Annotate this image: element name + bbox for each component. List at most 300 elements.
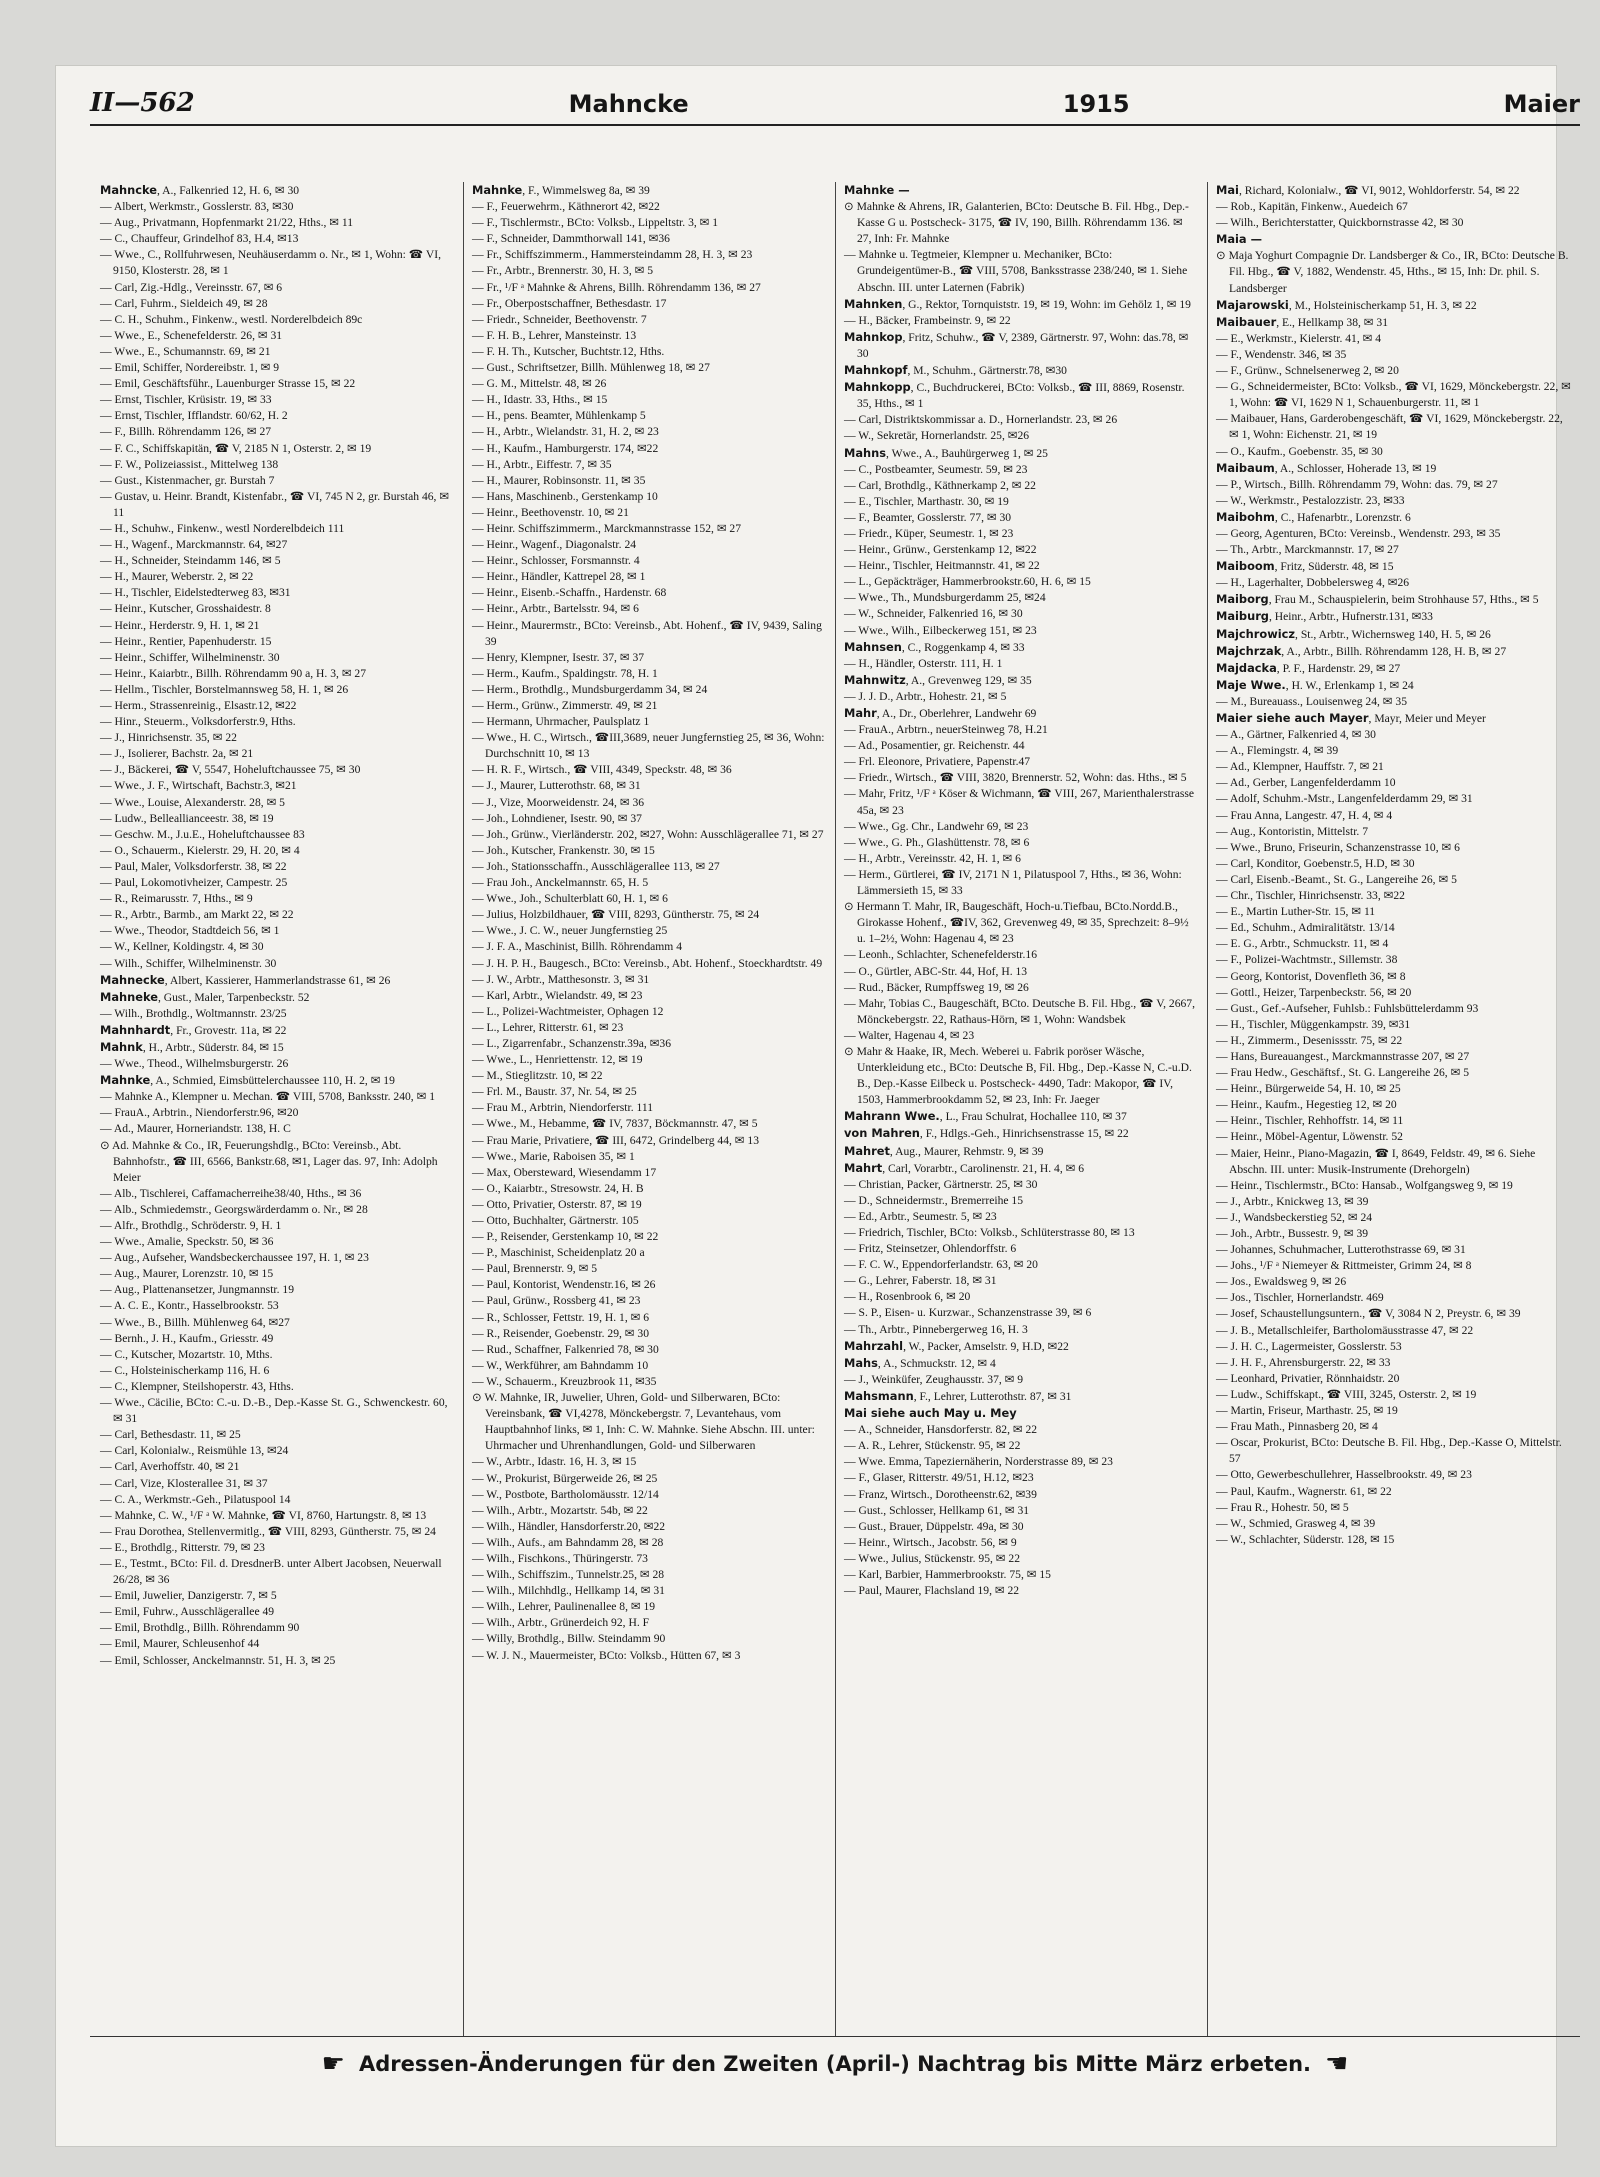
directory-entry: — C., Kutscher, Mozartstr. 10, Mths. bbox=[100, 1347, 273, 1361]
directory-entry: — Ad., Klempner, Hauffstr. 7, ✉ 21 bbox=[1216, 760, 1384, 774]
directory-entry: Mahnke, A., Schmied, Eimsbüttelerchaussee 110, H. 2, ✉ 19 bbox=[100, 1073, 395, 1088]
directory-entry: — Frau Dorothea, Stellenvermitlg., ☎ VIII, 8293, Güntherstr. 75, ✉ 24 bbox=[100, 1524, 436, 1538]
directory-entry: — Alb., Tischlerei, Caffamacherreihe38/40, Hths., ✉ 36 bbox=[100, 1186, 362, 1200]
directory-entry: — Emil, Brothdlg., Billh. Röhrendamm 90 bbox=[100, 1621, 300, 1635]
directory-entry: — J. W., Arbtr., Matthesonstr. 3, ✉ 31 bbox=[472, 972, 650, 986]
directory-entry: Maibohm, C., Hafenarbtr., Lorenzstr. 6 bbox=[1216, 509, 1411, 524]
directory-entry: — Georg, Agenturen, BCto: Vereinsb., Wendenstr. 293, ✉ 35 bbox=[1216, 526, 1501, 540]
directory-entry: Mahnke — bbox=[844, 183, 910, 197]
directory-entry: — E., Brothdlg., Ritterstr. 79, ✉ 23 bbox=[100, 1540, 265, 1554]
directory-entry: — H., Arbtr., Eiffestr. 7, ✉ 35 bbox=[472, 457, 612, 471]
directory-entry: — H., Lagerhalter, Dobbelersweg 4, ✉26 bbox=[1216, 576, 1410, 590]
directory-entry: — Mahr, Tobias C., Baugeschäft, BCto. Deutsche B. Fil. Hbg., ☎ V, 2667, Mönckebergstr. 22, Rathaus-Hörn, ✉ 1, Wohn: Wandsbek bbox=[844, 996, 1195, 1026]
directory-entry: — Heinr., Herderstr. 9, H. 1, ✉ 21 bbox=[100, 618, 260, 632]
directory-entry: — Gottl., Heizer, Tarpenbeckstr. 56, ✉ 20 bbox=[1216, 985, 1412, 999]
directory-entry: — Heinr. Schiffszimmerm., Marckmannstrasse 152, ✉ 27 bbox=[472, 521, 742, 535]
directory-entry: — Paul, Kontorist, Wendenstr.16, ✉ 26 bbox=[472, 1278, 656, 1292]
directory-entry: — Wilh., Berichterstatter, Quickbornstrasse 42, ✉ 30 bbox=[1216, 216, 1464, 230]
directory-entry: — Rud., Schaffner, Falkenried 78, ✉ 30 bbox=[472, 1342, 659, 1356]
directory-entry: — Bernh., J. H., Kaufm., Griesstr. 49 bbox=[100, 1331, 274, 1345]
directory-entry: — L., Polizei-Wachtmeister, Ophagen 12 bbox=[472, 1004, 664, 1018]
directory-entry: Mahneke, Gust., Maler, Tarpenbeckstr. 52 bbox=[100, 989, 310, 1004]
directory-entry: — Hermann, Uhrmacher, Paulsplatz 1 bbox=[472, 715, 650, 729]
directory-entry: — Wilh., Aufs., am Bahndamm 28, ✉ 28 bbox=[472, 1535, 664, 1549]
directory-entry: Maier siehe auch Mayer, Mayr, Meier und Meyer bbox=[1216, 711, 1486, 725]
directory-entry: — J. B., Metallschleifer, Bartholomäusstrasse 47, ✉ 22 bbox=[1216, 1323, 1474, 1337]
directory-entry: — F. W., Polizeiassist., Mittelweg 138 bbox=[100, 457, 279, 471]
directory-entry: — C. A., Werkmstr.-Geh., Pilatuspool 14 bbox=[100, 1492, 291, 1506]
directory-entry: — Heinr., Wagenf., Diagonalstr. 24 bbox=[472, 538, 637, 552]
directory-entry: — Heinr., Wirtsch., Jacobstr. 56, ✉ 9 bbox=[844, 1535, 1017, 1549]
directory-entry: — Otto, Privatier, Osterstr. 87, ✉ 19 bbox=[472, 1197, 642, 1211]
directory-entry: — R., Arbtr., Barmb., am Markt 22, ✉ 22 bbox=[100, 908, 294, 922]
directory-entry: — Heinr., Tischler, Heitmannstr. 41, ✉ 22 bbox=[844, 559, 1040, 573]
directory-entry: — Emil, Geschäftsführ., Lauenburger Strasse 15, ✉ 22 bbox=[100, 377, 356, 391]
directory-entry: — Carl, Konditor, Goebenstr.5, H.D, ✉ 30 bbox=[1216, 856, 1415, 870]
directory-entry: — J., Weinküfer, Zeughausstr. 37, ✉ 9 bbox=[844, 1372, 1024, 1386]
directory-entry: — Ludw., Belleallianceestr. 38, ✉ 19 bbox=[100, 811, 274, 825]
directory-entry: — Wilh., Händler, Hansdorferstr.20, ✉22 bbox=[472, 1519, 666, 1533]
directory-entry: — Joh., Stationsschaffn., Ausschlägerallee 113, ✉ 27 bbox=[472, 859, 720, 873]
directory-entry: Majchrowicz, St., Arbtr., Wichernsweg 140, H. 5, ✉ 26 bbox=[1216, 626, 1491, 641]
directory-entry: — F. H. Th., Kutscher, Buchtstr.12, Hths. bbox=[472, 344, 665, 358]
directory-entry: — W., Sekretär, Hornerlandstr. 25, ✉26 bbox=[844, 429, 1030, 443]
directory-entry: — Rob., Kapitän, Finkenw., Auedeich 67 bbox=[1216, 200, 1408, 214]
directory-entry: — R., Schlosser, Fettstr. 19, H. 1, ✉ 6 bbox=[472, 1310, 650, 1324]
directory-entry: — W., Kellner, Koldingstr. 4, ✉ 30 bbox=[100, 940, 264, 954]
directory-entry: Mahnkopf, M., Schuhm., Gärtnerstr.78, ✉30 bbox=[844, 363, 1067, 378]
directory-entry: — Gust., Gef.-Aufseher, Fuhlsb.: Fuhlsbüttelerdamm 93 bbox=[1216, 1001, 1479, 1015]
directory-entry: — C., Holsteinischerkamp 116, H. 6 bbox=[100, 1363, 270, 1377]
directory-entry: Maibaum, A., Schlosser, Hoherade 13, ✉ 19 bbox=[1216, 460, 1437, 475]
directory-entry: Mahr, A., Dr., Oberlehrer, Landwehr 69 bbox=[844, 706, 1037, 720]
directory-entry: — Wwe., M., Hebamme, ☎ IV, 7837, Böckmannstr. 47, ✉ 5 bbox=[472, 1117, 758, 1131]
directory-entry: — Max, Obersteward, Wiesendamm 17 bbox=[472, 1165, 657, 1179]
directory-entry: — Paul, Maurer, Flachsland 19, ✉ 22 bbox=[844, 1584, 1020, 1598]
directory-entry: — Ernst, Tischler, Ifflandstr. 60/62, H. 2 bbox=[100, 409, 288, 423]
directory-entry: — Heinr., Händler, Kattrepel 28, ✉ 1 bbox=[472, 570, 646, 584]
directory-entry: — J., Hinrichsenstr. 35, ✉ 22 bbox=[100, 731, 237, 745]
directory-entry: ⊙ Maja Yoghurt Compagnie Dr. Landsberger & Co., IR, BCto: Deutsche B. Fil. Hbg., ☎ V, 1882, Wendenstr. 45, Hths., ✉ 15, Inh: Dr. phil. S. Landsberger bbox=[1216, 249, 1569, 295]
directory-entry: — Albert, Werkmstr., Gosslerstr. 83, ✉30 bbox=[100, 200, 294, 214]
directory-entry: Mahncke, A., Falkenried 12, H. 6, ✉ 30 bbox=[100, 183, 300, 197]
directory-entry: Majchrzak, A., Arbtr., Billh. Röhrendamm 128, H. B, ✉ 27 bbox=[1216, 643, 1507, 658]
directory-entry: — Heinr., Kutscher, Grosshaidestr. 8 bbox=[100, 602, 271, 616]
directory-entry: — Wwe., G. Ph., Glashüttenstr. 78, ✉ 6 bbox=[844, 835, 1030, 849]
directory-entry: — Otto, Gewerbeschullehrer, Hasselbrookstr. 49, ✉ 23 bbox=[1216, 1468, 1472, 1482]
directory-entry: — Wilh., Milchhdlg., Hellkamp 14, ✉ 31 bbox=[472, 1584, 665, 1598]
directory-entry: — Gust., Schlosser, Hellkamp 61, ✉ 31 bbox=[844, 1503, 1030, 1517]
directory-entry: Maiburg, Heinr., Arbtr., Hufnerstr.131, ✉33 bbox=[1216, 609, 1433, 624]
directory-entry: Majdacka, P. F., Hardenstr. 29, ✉ 27 bbox=[1216, 660, 1401, 675]
directory-entry: — Wwe., Theod., Wilhelmsburgerstr. 26 bbox=[100, 1057, 289, 1071]
directory-entry: — Wwe., C., Rollfuhrwesen, Neuhäuserdamm o. Nr., ✉ 1, Wohn: ☎ VI, 9150, Klosterstr. 28, ✉ 1 bbox=[100, 248, 442, 278]
directory-entry: — Johannes, Schuhmacher, Lutterothstrasse 69, ✉ 31 bbox=[1216, 1243, 1466, 1257]
directory-entry: — A., Schneider, Hansdorferstr. 82, ✉ 22 bbox=[844, 1423, 1038, 1437]
directory-entry: — H., Händler, Osterstr. 111, H. 1 bbox=[844, 656, 1003, 670]
header-right-word: Maier bbox=[1503, 90, 1580, 118]
directory-entry: — Heinr., Bürgerweide 54, H. 10, ✉ 25 bbox=[1216, 1082, 1401, 1096]
directory-entry: — R., Reisender, Goebenstr. 29, ✉ 30 bbox=[472, 1326, 650, 1340]
directory-entry: — Wwe., J. F., Wirtschaft, Bachstr.3, ✉21 bbox=[100, 779, 297, 793]
directory-entry: — Emil, Fuhrw., Ausschlägerallee 49 bbox=[100, 1605, 275, 1619]
directory-entry: — Carl, Eisenb.-Beamt., St. G., Langereihe 26, ✉ 5 bbox=[1216, 872, 1457, 886]
directory-entry: — W., Prokurist, Bürgerweide 26, ✉ 25 bbox=[472, 1471, 658, 1485]
directory-entry: — W., Schneider, Falkenried 16, ✉ 30 bbox=[844, 607, 1023, 621]
directory-entry: — Heinr., Schiffer, Wilhelminenstr. 30 bbox=[100, 650, 280, 664]
directory-entry: Maiboom, Fritz, Süderstr. 48, ✉ 15 bbox=[1216, 559, 1394, 574]
directory-entry: — R., Reimarusstr. 7, Hths., ✉ 9 bbox=[100, 892, 253, 906]
directory-entry: — H., Kaufm., Hamburgerstr. 174, ✉22 bbox=[472, 441, 659, 455]
directory-entry: — Wilh., Arbtr., Grünerdeich 92, H. F bbox=[472, 1616, 650, 1630]
directory-entry: — Wwe., Cäcilie, BCto: C.-u. D.-B., Dep.-Kasse St. G., Schwenckestr. 60, ✉ 31 bbox=[100, 1396, 448, 1426]
directory-entry: — M., Stieglitzstr. 10, ✉ 22 bbox=[472, 1069, 603, 1083]
directory-entry: — Frau M., Arbtrin, Niendorferstr. 111 bbox=[472, 1101, 654, 1115]
directory-columns bbox=[92, 182, 1580, 2037]
directory-entry: — Wilh., Schiffer, Wilhelminenstr. 30 bbox=[100, 956, 277, 970]
directory-entry: ⊙ Hermann T. Mahr, IR, Baugeschäft, Hoch-u.Tiefbau, BCto.Nordd.B., Girokasse Hohenf., ☎IV, 362, Grevenweg 49, ✉ 35, Sprechzeit: 8–9½ u. 1–2½, Wohn: Hagenau 4, ✉ 23 bbox=[844, 900, 1189, 946]
directory-entry: — J. H. C., Lagermeister, Gosslerstr. 53 bbox=[1216, 1339, 1402, 1353]
directory-entry: — O., Kaufm., Goebenstr. 35, ✉ 30 bbox=[1216, 444, 1383, 458]
directory-entry: — Joh., Kutscher, Frankenstr. 30, ✉ 15 bbox=[472, 843, 655, 857]
directory-entry: — Mahnke A., Klempner u. Mechan. ☎ VIII, 5708, Banksstr. 240, ✉ 1 bbox=[100, 1090, 435, 1104]
directory-entry: — C. H., Schuhm., Finkenw., westl. Norderelbdeich 89c bbox=[100, 312, 363, 326]
directory-entry: Majarowski, M., Holsteinischerkamp 51, H. 3, ✉ 22 bbox=[1216, 297, 1477, 312]
directory-entry: — Frl. M., Baustr. 37, Nr. 54, ✉ 25 bbox=[472, 1085, 637, 1099]
directory-entry: — Fr., ¹/F ᵃ Mahnke & Ahrens, Billh. Röhrendamm 136, ✉ 27 bbox=[472, 280, 761, 294]
directory-entry: — Martin, Friseur, Marthastr. 25, ✉ 19 bbox=[1216, 1404, 1398, 1418]
directory-entry: Maje Wwe., H. W., Erlenkamp 1, ✉ 24 bbox=[1216, 677, 1414, 692]
directory-entry: Mahnke, F., Wimmelsweg 8a, ✉ 39 bbox=[472, 183, 650, 197]
directory-entry: — Wwe., H. C., Wirtsch., ☎III,3689, neuer Jungfernstieg 25, ✉ 36, Wohn: Durchschnitt 10, ✉ 13 bbox=[472, 731, 825, 761]
directory-entry: — Leonh., Schlachter, Schenefelderstr.16 bbox=[844, 948, 1038, 962]
directory-entry: — H., Rosenbrook 6, ✉ 20 bbox=[844, 1290, 971, 1304]
directory-entry: — Franz, Wirtsch., Dorotheenstr.62, ✉39 bbox=[844, 1487, 1037, 1501]
directory-entry: — H., Maurer, Robinsonstr. 11, ✉ 35 bbox=[472, 473, 646, 487]
directory-entry: — Herm., Brothdlg., Mundsburgerdamm 34, ✉ 24 bbox=[472, 682, 708, 696]
directory-entry: — Chr., Tischler, Hinrichsenstr. 33, ✉22 bbox=[1216, 889, 1405, 903]
page-footer bbox=[90, 2046, 1580, 2082]
directory-entry: — Hans, Bureauangest., Marckmannstrasse 207, ✉ 27 bbox=[1216, 1049, 1470, 1063]
page-header bbox=[90, 68, 1580, 126]
directory-entry: — Paul, Grünw., Rossberg 41, ✉ 23 bbox=[472, 1294, 641, 1308]
directory-entry: — Paul, Kaufm., Wagnerstr. 61, ✉ 22 bbox=[1216, 1484, 1392, 1498]
directory-entry: — Aug., Privatmann, Hopfenmarkt 21/22, Hths., ✉ 11 bbox=[100, 216, 354, 230]
directory-entry: — Alfr., Brothdlg., Schröderstr. 9, H. 1 bbox=[100, 1219, 282, 1232]
directory-entry: — F., Schneider, Dammthorwall 141, ✉36 bbox=[472, 232, 670, 246]
directory-entry: — Herm., Kaufm., Spaldingstr. 78, H. 1 bbox=[472, 666, 658, 680]
directory-entry: — Wwe., Gg. Chr., Landwehr 69, ✉ 23 bbox=[844, 819, 1029, 833]
directory-entry: ⊙ Ad. Mahnke & Co., IR, Feuerungshdlg., BCto: Vereinsb., Abt. Bahnhofstr., ☎ III, 6566, Bankstr.68, ✉1, Lager das. 97, Inh: Adolph Meier bbox=[100, 1138, 438, 1184]
directory-entry: — Georg, Kontorist, Dovenfleth 36, ✉ 8 bbox=[1216, 969, 1406, 983]
directory-entry: — E., Martin Luther-Str. 15, ✉ 11 bbox=[1216, 905, 1376, 919]
directory-entry: — Ad., Maurer, Horneriandstr. 138, H. C bbox=[100, 1122, 291, 1136]
directory-entry: — Wilh., Schiffszim., Tunnelstr.25, ✉ 28 bbox=[472, 1568, 665, 1582]
directory-entry: — C., Postbeamter, Seumestr. 59, ✉ 23 bbox=[844, 462, 1028, 476]
directory-entry: — Friedr., Wirtsch., ☎ VIII, 3820, Brennerstr. 52, Wohn: das. Hths., ✉ 5 bbox=[844, 771, 1187, 785]
directory-entry: — H., Maurer, Weberstr. 2, ✉ 22 bbox=[100, 570, 254, 584]
directory-entry: — Karl, Arbtr., Wielandstr. 49, ✉ 23 bbox=[472, 988, 643, 1002]
directory-entry: — Wilh., Fischkons., Thüringerstr. 73 bbox=[472, 1551, 648, 1565]
directory-entry: — Paul, Maler, Volksdorferstr. 38, ✉ 22 bbox=[100, 859, 287, 873]
directory-entry: — Ed., Arbtr., Seumestr. 5, ✉ 23 bbox=[844, 1209, 997, 1223]
directory-entry: Mahrann Wwe., L., Frau Schulrat, Hochallee 110, ✉ 37 bbox=[844, 1109, 1127, 1124]
directory-entry: — A. R., Lehrer, Stückenstr. 95, ✉ 22 bbox=[844, 1439, 1021, 1453]
directory-entry: — J., Isolierer, Bachstr. 2a, ✉ 21 bbox=[100, 747, 254, 761]
directory-entry: — F., Wendenstr. 346, ✉ 35 bbox=[1216, 347, 1347, 361]
directory-entry: — E., Werkmstr., Kielerstr. 41, ✉ 4 bbox=[1216, 331, 1382, 345]
directory-entry: — Herm., Strassenreinig., Elsastr.12, ✉22 bbox=[100, 699, 297, 712]
directory-entry: — F., Beamter, Gosslerstr. 77, ✉ 30 bbox=[844, 510, 1012, 524]
directory-entry: — FrauA., Arbtrin., Niendorferstr.96, ✉20 bbox=[100, 1106, 299, 1120]
directory-entry: — Heinr., Arbtr., Bartelsstr. 94, ✉ 6 bbox=[472, 602, 639, 616]
directory-entry: — H., pens. Beamter, Mühlenkamp 5 bbox=[472, 409, 646, 423]
directory-entry: — Carl, Bethesdastr. 11, ✉ 25 bbox=[100, 1428, 241, 1442]
directory-entry: — J. H. F., Ahrensburgerstr. 22, ✉ 33 bbox=[1216, 1355, 1391, 1369]
directory-entry: — Paul, Brennerstr. 9, ✉ 5 bbox=[472, 1262, 597, 1276]
directory-entry: — W. J. N., Mauermeister, BCto: Volksb., Hütten 67, ✉ 3 bbox=[472, 1648, 741, 1662]
directory-entry: — L., Gepäckträger, Hammerbrookstr.60, H. 6, ✉ 15 bbox=[844, 575, 1091, 589]
directory-entry: — F., Tischlermstr., BCto: Volksb., Lippeltstr. 3, ✉ 1 bbox=[472, 216, 719, 230]
directory-entry: — Jos., Ewaldsweg 9, ✉ 26 bbox=[1216, 1275, 1347, 1289]
directory-entry: — Herm., Gürtlerei, ☎ IV, 2171 N 1, Pilatuspool 7, Hths., ✉ 36, Wohn: Lämmersieth 15, ✉ 33 bbox=[844, 867, 1182, 898]
header-year: 1915 bbox=[1062, 90, 1130, 118]
directory-entry: — Julius, Holzbildhauer, ☎ VIII, 8293, Güntherstr. 75, ✉ 24 bbox=[472, 908, 760, 922]
directory-entry: Mahrt, Carl, Vorarbtr., Carolinenstr. 21, H. 4, ✉ 6 bbox=[844, 1160, 1085, 1175]
directory-entry: — Ad., Gerber, Langenfelderdamm 10 bbox=[1216, 776, 1396, 790]
directory-entry: — Hans, Maschinenb., Gerstenkamp 10 bbox=[472, 489, 658, 503]
directory-entry: Mahnkop, Fritz, Schuhw., ☎ V, 2389, Gärtnerstr. 97, Wohn: das.78, ✉ 30 bbox=[844, 329, 1189, 360]
directory-entry: — F. H. B., Lehrer, Mansteinstr. 13 bbox=[472, 328, 637, 342]
directory-entry: — Ed., Schuhm., Admiralitätstr. 13/14 bbox=[1216, 921, 1395, 935]
directory-entry: — H., Bäcker, Frambeinstr. 9, ✉ 22 bbox=[844, 313, 1011, 327]
directory-entry: — D., Schneidermstr., Bremerreihe 15 bbox=[844, 1193, 1024, 1207]
directory-entry: — Willy, Brothdlg., Billw. Steindamm 90 bbox=[472, 1632, 666, 1646]
directory-entry: — H., Schuhw., Finkenw., westl Norderelbdeich 111 bbox=[100, 521, 345, 535]
directory-entry: — Carl, Brothdlg., Käthnerkamp 2, ✉ 22 bbox=[844, 478, 1036, 492]
directory-entry: — Ernst, Tischler, Krüsistr. 19, ✉ 33 bbox=[100, 393, 272, 407]
directory-entry: — O., Kaiarbtr., Stresowstr. 24, H. B bbox=[472, 1181, 644, 1195]
directory-entry: — E., Tischler, Marthastr. 30, ✉ 19 bbox=[844, 494, 1009, 508]
directory-entry: — P., Wirtsch., Billh. Röhrendamm 79, Wohn: das. 79, ✉ 27 bbox=[1216, 477, 1498, 491]
pointing-hand-left-icon: ☛ bbox=[321, 2049, 345, 2079]
directory-entry: Mahsmann, F., Lehrer, Lutterothstr. 87, ✉ 31 bbox=[844, 1388, 1072, 1403]
directory-entry: Mahs, A., Schmuckstr. 12, ✉ 4 bbox=[844, 1355, 996, 1370]
directory-entry: — Carl, Vize, Klosterallee 31, ✉ 37 bbox=[100, 1476, 268, 1490]
directory-entry: Mahnhardt, Fr., Grovestr. 11a, ✉ 22 bbox=[100, 1022, 287, 1037]
directory-entry: — A., Gärtner, Falkenried 4, ✉ 30 bbox=[1216, 728, 1376, 742]
directory-entry: — Hellm., Tischler, Borstelmannsweg 58, H. 1, ✉ 26 bbox=[100, 682, 349, 696]
directory-entry: — W., Werkführer, am Bahndamm 10 bbox=[472, 1358, 649, 1372]
directory-entry: — Wwe., Amalie, Speckstr. 50, ✉ 36 bbox=[100, 1235, 274, 1249]
directory-entry: — Oscar, Prokurist, BCto: Deutsche B. Fil. Hbg., Dep.-Kasse O, Mittelstr. 57 bbox=[1216, 1436, 1562, 1466]
directory-entry: — Wwe., Th., Mundsburgerdamm 25, ✉24 bbox=[844, 591, 1046, 605]
directory-entry: — Ludw., Schiffskapt., ☎ VIII, 3245, Osterstr. 2, ✉ 19 bbox=[1216, 1387, 1477, 1401]
directory-entry: — Heinr., Schlosser, Forsmannstr. 4 bbox=[472, 554, 640, 568]
directory-entry: Mahnken, G., Rektor, Tornquiststr. 19, ✉ 19, Wohn: im Gehölz 1, ✉ 19 bbox=[844, 296, 1191, 311]
directory-entry: — Maier, Heinr., Piano-Magazin, ☎ I, 8649, Feldstr. 49, ✉ 6. Siehe Abschn. III. unter: Musik-Instrumente (Drehorgeln) bbox=[1216, 1146, 1536, 1176]
directory-entry: Maibauer, E., Hellkamp 38, ✉ 31 bbox=[1216, 314, 1389, 329]
directory-entry: — Heinr., Kaiarbtr., Billh. Röhrendamm 90 a, H. 3, ✉ 27 bbox=[100, 666, 367, 680]
directory-entry: — Rud., Bäcker, Rumpffsweg 19, ✉ 26 bbox=[844, 980, 1029, 994]
directory-entry: — J. H. P. H., Baugesch., BCto: Vereinsb., Abt. Hohenf., Stoeckhardtstr. 49 bbox=[472, 956, 823, 970]
directory-entry: — Th., Arbtr., Pinnebergerweg 16, H. 3 bbox=[844, 1322, 1028, 1336]
directory-entry: — J., Arbtr., Knickweg 13, ✉ 39 bbox=[1216, 1194, 1369, 1208]
directory-entry: — H., Zimmerm., Desenissstr. 75, ✉ 22 bbox=[1216, 1033, 1403, 1047]
directory-entry: — Emil, Juwelier, Danzigerstr. 7, ✉ 5 bbox=[100, 1589, 277, 1603]
directory-entry: — Emil, Maurer, Schleusenhof 44 bbox=[100, 1637, 260, 1651]
footer-notice: Adressen-Änderungen für den Zweiten (April-) Nachtrag bis Mitte März erbeten. bbox=[358, 2052, 1312, 2076]
directory-entry: — W., Arbtr., Idastr. 16, H. 3, ✉ 15 bbox=[472, 1455, 637, 1469]
directory-entry: — Herm., Grünw., Zimmerstr. 49, ✉ 21 bbox=[472, 699, 658, 712]
directory-entry: — Carl, Fuhrm., Sieldeich 49, ✉ 28 bbox=[100, 296, 268, 310]
directory-entry: — W., Postbote, Bartholomäusstr. 12/14 bbox=[472, 1487, 659, 1501]
directory-entry: — F., Grünw., Schnelsenerweg 2, ✉ 20 bbox=[1216, 364, 1399, 378]
directory-entry: — G. M., Mittelstr. 48, ✉ 26 bbox=[472, 377, 607, 391]
directory-entry: — P., Maschinist, Scheidenplatz 20 a bbox=[472, 1246, 645, 1260]
directory-entry: — C., Klempner, Steilshoperstr. 43, Hths. bbox=[100, 1379, 294, 1393]
directory-entry: — G., Lehrer, Faberstr. 18, ✉ 31 bbox=[844, 1274, 997, 1288]
directory-entry: Maia — bbox=[1216, 232, 1262, 247]
directory-entry: — Frau Joh., Anckelmannstr. 65, H. 5 bbox=[472, 876, 649, 890]
directory-entry: — Alb., Schmiedemstr., Georgswärderdamm o. Nr., ✉ 28 bbox=[100, 1202, 368, 1216]
directory-entry: — Frau Marie, Privatiere, ☎ III, 6472, Grindelberg 44, ✉ 13 bbox=[472, 1133, 759, 1147]
directory-entry: — Wwe., Wilh., Eilbeckerweg 151, ✉ 23 bbox=[844, 623, 1037, 637]
directory-entry: — Leonhard, Privatier, Rönnhaidstr. 20 bbox=[1216, 1371, 1400, 1385]
directory-entry: — Joh., Grünw., Vierländerstr. 202, ✉27, Wohn: Ausschlägerallee 71, ✉ 27 bbox=[472, 827, 824, 841]
column-3 bbox=[836, 182, 1208, 2037]
directory-entry: — Jos., Tischler, Hornerlandstr. 469 bbox=[1216, 1291, 1384, 1305]
directory-entry: — Frl. Eleonore, Privatiere, Papenstr.47 bbox=[844, 755, 1031, 769]
directory-entry: — Wwe., Theodor, Stadtdeich 56, ✉ 1 bbox=[100, 924, 280, 938]
directory-entry: Mahns, Wwe., A., Bauhürgerweg 1, ✉ 25 bbox=[844, 445, 1048, 460]
directory-entry: — Adolf, Schuhm.-Mstr., Langenfelderdamm 29, ✉ 31 bbox=[1216, 792, 1473, 806]
directory-entry: — Wwe., L., Henriettenstr. 12, ✉ 19 bbox=[472, 1053, 643, 1067]
directory-entry: — Wwe., J. C. W., neuer Jungfernstieg 25 bbox=[472, 924, 668, 938]
pointing-hand-right-icon: ☚ bbox=[1325, 2049, 1349, 2079]
directory-entry: — O., Schauerm., Kielerstr. 29, H. 20, ✉ 4 bbox=[100, 843, 300, 857]
directory-entry: — H., Arbtr., Vereinsstr. 42, H. 1, ✉ 6 bbox=[844, 851, 1021, 865]
directory-entry: — L., Lehrer, Ritterstr. 61, ✉ 23 bbox=[472, 1020, 624, 1034]
directory-entry: — H., Idastr. 33, Hths., ✉ 15 bbox=[472, 393, 608, 407]
directory-entry: ⊙ W. Mahnke, IR, Juwelier, Uhren, Gold- und Silberwaren, BCto: Vereinsbank, ☎ VI,4278, Mönckebergstr. 7, Levantehaus, vom Hauptbahnhof links, ✉ 1, Inh: C. W. Mahnke. Siehe Abschn. III. unter: Uhrmacher und Uhrenhandlungen, Gold- und Silberwaren bbox=[472, 1391, 815, 1453]
directory-entry: — G., Schneidermeister, BCto: Volksb., ☎ VI, 1629, Mönckebergstr. 22, ✉ 1, Wohn: ☎ VI, 1629 N 1, Schauenburgerstr. 11, ✉ 1 bbox=[1216, 380, 1571, 410]
directory-entry: — Carl, Zig.-Hdlg., Vereinsstr. 67, ✉ 6 bbox=[100, 280, 283, 294]
directory-entry: — Joh., Lohndiener, Isestr. 90, ✉ 37 bbox=[472, 811, 642, 825]
directory-entry: — Heinr., Kaufm., Hegestieg 12, ✉ 20 bbox=[1216, 1098, 1397, 1112]
directory-entry: — J., Wandsbeckerstieg 52, ✉ 24 bbox=[1216, 1210, 1373, 1224]
directory-entry: — F., Glaser, Ritterstr. 49/51, H.12, ✉23 bbox=[844, 1471, 1034, 1485]
directory-entry: — Friedr., Schneider, Beethovenstr. 7 bbox=[472, 312, 647, 326]
directory-entry: — Heinr., Rentier, Papenhuderstr. 15 bbox=[100, 634, 272, 648]
directory-entry: — Friedrich, Tischler, BCto: Volksb., Schlüterstrasse 80, ✉ 13 bbox=[844, 1226, 1135, 1239]
directory-entry: — Gust., Brauer, Düppelstr. 49a, ✉ 30 bbox=[844, 1519, 1024, 1533]
directory-entry: — Mahnke u. Tegtmeier, Klempner u. Mechaniker, BCto: Grundeigentümer-B., ☎ VIII, 5708, Banksstrasse 238/240, ✉ 1. Siehe Abschn. III. unter Laternen (Fabrik) bbox=[844, 248, 1188, 294]
directory-entry: Mai siehe auch May u. Mey bbox=[844, 1406, 1017, 1421]
directory-entry: ⊙ Mahnke & Ahrens, IR, Galanterien, BCto: Deutsche B. Fil. Hbg., Dep.-Kasse G u. Postscheck- 3175, ☎ IV, 190, Billh. Röhrendamm 136. ✉ 27, Inh: Fr. Mahnke bbox=[844, 200, 1189, 246]
directory-entry: — E. G., Arbtr., Schmuckstr. 11, ✉ 4 bbox=[1216, 937, 1389, 951]
directory-entry: — A. C. E., Kontr., Hasselbrookstr. 53 bbox=[100, 1299, 279, 1313]
directory-entry: — Henry, Klempner, Isestr. 37, ✉ 37 bbox=[472, 650, 645, 664]
directory-entry: — C., Chauffeur, Grindelhof 83, H.4, ✉13 bbox=[100, 232, 299, 246]
directory-entry: Mahnsen, C., Roggenkamp 4, ✉ 33 bbox=[844, 639, 1025, 654]
directory-entry: — Wwe., Louise, Alexanderstr. 28, ✉ 5 bbox=[100, 795, 285, 809]
column-4 bbox=[1208, 182, 1580, 2037]
directory-entry: — W., Schlachter, Süderstr. 128, ✉ 15 bbox=[1216, 1532, 1395, 1546]
directory-entry: — F. C., Schiffskapitän, ☎ V, 2185 N 1, Osterstr. 2, ✉ 19 bbox=[100, 441, 372, 455]
directory-entry: — H., Tischler, Müggenkampstr. 39, ✉31 bbox=[1216, 1017, 1411, 1031]
directory-entry: — Wwe., B., Billh. Mühlenweg 64, ✉27 bbox=[100, 1315, 290, 1329]
directory-entry: — Heinr., Grünw., Gerstenkamp 12, ✉22 bbox=[844, 543, 1037, 557]
directory-entry: — Carl, Distriktskommissar a. D., Hornerlandstr. 23, ✉ 26 bbox=[844, 413, 1118, 427]
directory-entry: Maiborg, Frau M., Schauspielerin, beim Strohhause 57, Hths., ✉ 5 bbox=[1216, 592, 1539, 607]
directory-entry: — Gust., Kistenmacher, gr. Burstah 7 bbox=[100, 473, 275, 487]
directory-entry: — Friedr., Küper, Seumestr. 1, ✉ 23 bbox=[844, 526, 1014, 540]
directory-entry: — Fr., Arbtr., Brennerstr. 30, H. 3, ✉ 5 bbox=[472, 264, 654, 278]
directory-entry: — Th., Arbtr., Marckmannstr. 17, ✉ 27 bbox=[1216, 543, 1399, 557]
directory-entry: — Ad., Posamentier, gr. Reichenstr. 44 bbox=[844, 739, 1025, 753]
directory-entry: — W., Schauerm., Kreuzbrook 11, ✉35 bbox=[472, 1374, 657, 1388]
directory-entry: — Wwe., E., Schumannstr. 69, ✉ 21 bbox=[100, 344, 271, 358]
directory-entry: — H., Schneider, Steindamm 146, ✉ 5 bbox=[100, 554, 281, 568]
directory-entry: — J. J. D., Arbtr., Hohestr. 21, ✉ 5 bbox=[844, 689, 1007, 703]
directory-entry: — F., Billh. Röhrendamm 126, ✉ 27 bbox=[100, 425, 272, 439]
directory-entry: — Wwe., Marie, Raboisen 35, ✉ 1 bbox=[472, 1149, 635, 1163]
directory-entry: Mahnk, H., Arbtr., Süderstr. 84, ✉ 15 bbox=[100, 1039, 284, 1054]
directory-entry: — Karl, Barbier, Hammerbrookstr. 75, ✉ 15 bbox=[844, 1567, 1051, 1581]
directory-entry: — J., Maurer, Lutterothstr. 68, ✉ 31 bbox=[472, 779, 641, 793]
directory-entry: — Aug., Plattenansetzer, Jungmannstr. 19 bbox=[100, 1283, 295, 1297]
directory-entry: — M., Bureauass., Louisenweg 24, ✉ 35 bbox=[1216, 694, 1408, 708]
directory-entry: — Heinr., Tischler, Rehhoffstr. 14, ✉ 11 bbox=[1216, 1114, 1404, 1128]
directory-entry: — Wilh., Lehrer, Paulinenallee 8, ✉ 19 bbox=[472, 1600, 656, 1614]
header-left-word: Mahncke bbox=[568, 90, 689, 118]
directory-entry: — H., Tischler, Eidelstedterweg 83, ✉31 bbox=[100, 586, 291, 600]
directory-entry: — Carl, Averhoffstr. 40, ✉ 21 bbox=[100, 1460, 240, 1474]
directory-entry: — Geschw. M., J.u.E., Hoheluftchaussee 83 bbox=[100, 827, 305, 841]
directory-entry: ⊙ Mahr & Haake, IR, Mech. Weberei u. Fabrik poröser Wäsche, Unterkleidung etc., BCto: Deutsche B, Fil. Hbg., Dep.-Kasse N, C.-u.D. B., Dep.-Kasse Eilbeck u. Postscheck- 4490, Tadr: Makopor, ☎ IV, 1503, Hammerbrookdamm 52, ✉ 23, Inh: Fr. Jaeger bbox=[844, 1044, 1192, 1107]
directory-entry: — Emil, Schiffer, Nordereibstr. 1, ✉ 9 bbox=[100, 361, 280, 375]
directory-entry: Mahnwitz, A., Grevenweg 129, ✉ 35 bbox=[844, 672, 1032, 687]
directory-entry: — Frau Hedw., Geschäftsf., St. G. Langereihe 26, ✉ 5 bbox=[1216, 1066, 1470, 1080]
directory-entry: — H., Wagenf., Marckmannstr. 64, ✉27 bbox=[100, 538, 288, 552]
directory-entry: — Otto, Buchhalter, Gärtnerstr. 105 bbox=[472, 1214, 639, 1227]
directory-entry: — Frau Math., Pinnasberg 20, ✉ 4 bbox=[1216, 1420, 1378, 1434]
directory-entry: — Hinr., Steuerm., Volksdorferstr.9, Hths. bbox=[100, 715, 296, 729]
directory-entry: — Wwe., Julius, Stückenstr. 95, ✉ 22 bbox=[844, 1551, 1020, 1565]
directory-entry: — Mahr, Fritz, ¹/F ᵃ Köser & Wichmann, ☎ VIII, 267, Marienthalerstrasse 45a, ✉ 23 bbox=[844, 787, 1195, 817]
directory-entry: Mai, Richard, Kolonialw., ☎ VI, 9012, Wohldorferstr. 54, ✉ 22 bbox=[1216, 183, 1520, 197]
directory-entry: — J., Bäckerei, ☎ V, 5547, Hoheluftchaussee 75, ✉ 30 bbox=[100, 763, 361, 777]
directory-entry: Mahnkopp, C., Buchdruckerei, BCto: Volksb., ☎ III, 8869, Rosenstr. 35, Hths., ✉ 1 bbox=[844, 380, 1185, 411]
directory-entry: — F., Feuerwehrm., Käthnerort 42, ✉22 bbox=[472, 200, 660, 214]
directory-entry: — Wwe. Emma, Tapeziernäherin, Norderstrasse 89, ✉ 23 bbox=[844, 1455, 1113, 1469]
directory-entry: — J., Vize, Moorweidenstr. 24, ✉ 36 bbox=[472, 795, 645, 809]
directory-entry: — Heinr., Tischlermstr., BCto: Hansab., Wolfgangsweg 9, ✉ 19 bbox=[1216, 1178, 1513, 1192]
directory-entry: — Heinr., Beethovenstr. 10, ✉ 21 bbox=[472, 505, 629, 519]
page-number: II—562 bbox=[90, 88, 195, 118]
directory-entry: — Fr., Oberpostschaffner, Bethesdastr. 17 bbox=[472, 296, 667, 310]
directory-entry: — Mahnke, C. W., ¹/F ᵃ W. Mahnke, ☎ VI, 8760, Hartungstr. 8, ✉ 13 bbox=[100, 1508, 427, 1522]
directory-entry: — W., Werkmstr., Pestalozzistr. 23, ✉33 bbox=[1216, 493, 1405, 507]
directory-entry: — Maibauer, Hans, Garderobengeschäft, ☎ VI, 1629, Mönckebergstr. 22, ✉ 1, Wohn: Eichenstr. 21, ✉ 19 bbox=[1216, 412, 1563, 442]
directory-entry: — Aug., Kontoristin, Mittelstr. 7 bbox=[1216, 824, 1369, 838]
directory-entry: — W., Schmied, Grasweg 4, ✉ 39 bbox=[1216, 1516, 1376, 1530]
directory-entry: — Wwe., Joh., Schulterblatt 60, H. 1, ✉ 6 bbox=[472, 892, 668, 906]
directory-entry: — Paul, Lokomotivheizer, Campestr. 25 bbox=[100, 876, 288, 890]
directory-entry: — Heinr., Eisenb.-Schaffn., Hardenstr. 68 bbox=[472, 586, 667, 600]
directory-entry: Mahret, Aug., Maurer, Rehmstr. 9, ✉ 39 bbox=[844, 1143, 1044, 1158]
